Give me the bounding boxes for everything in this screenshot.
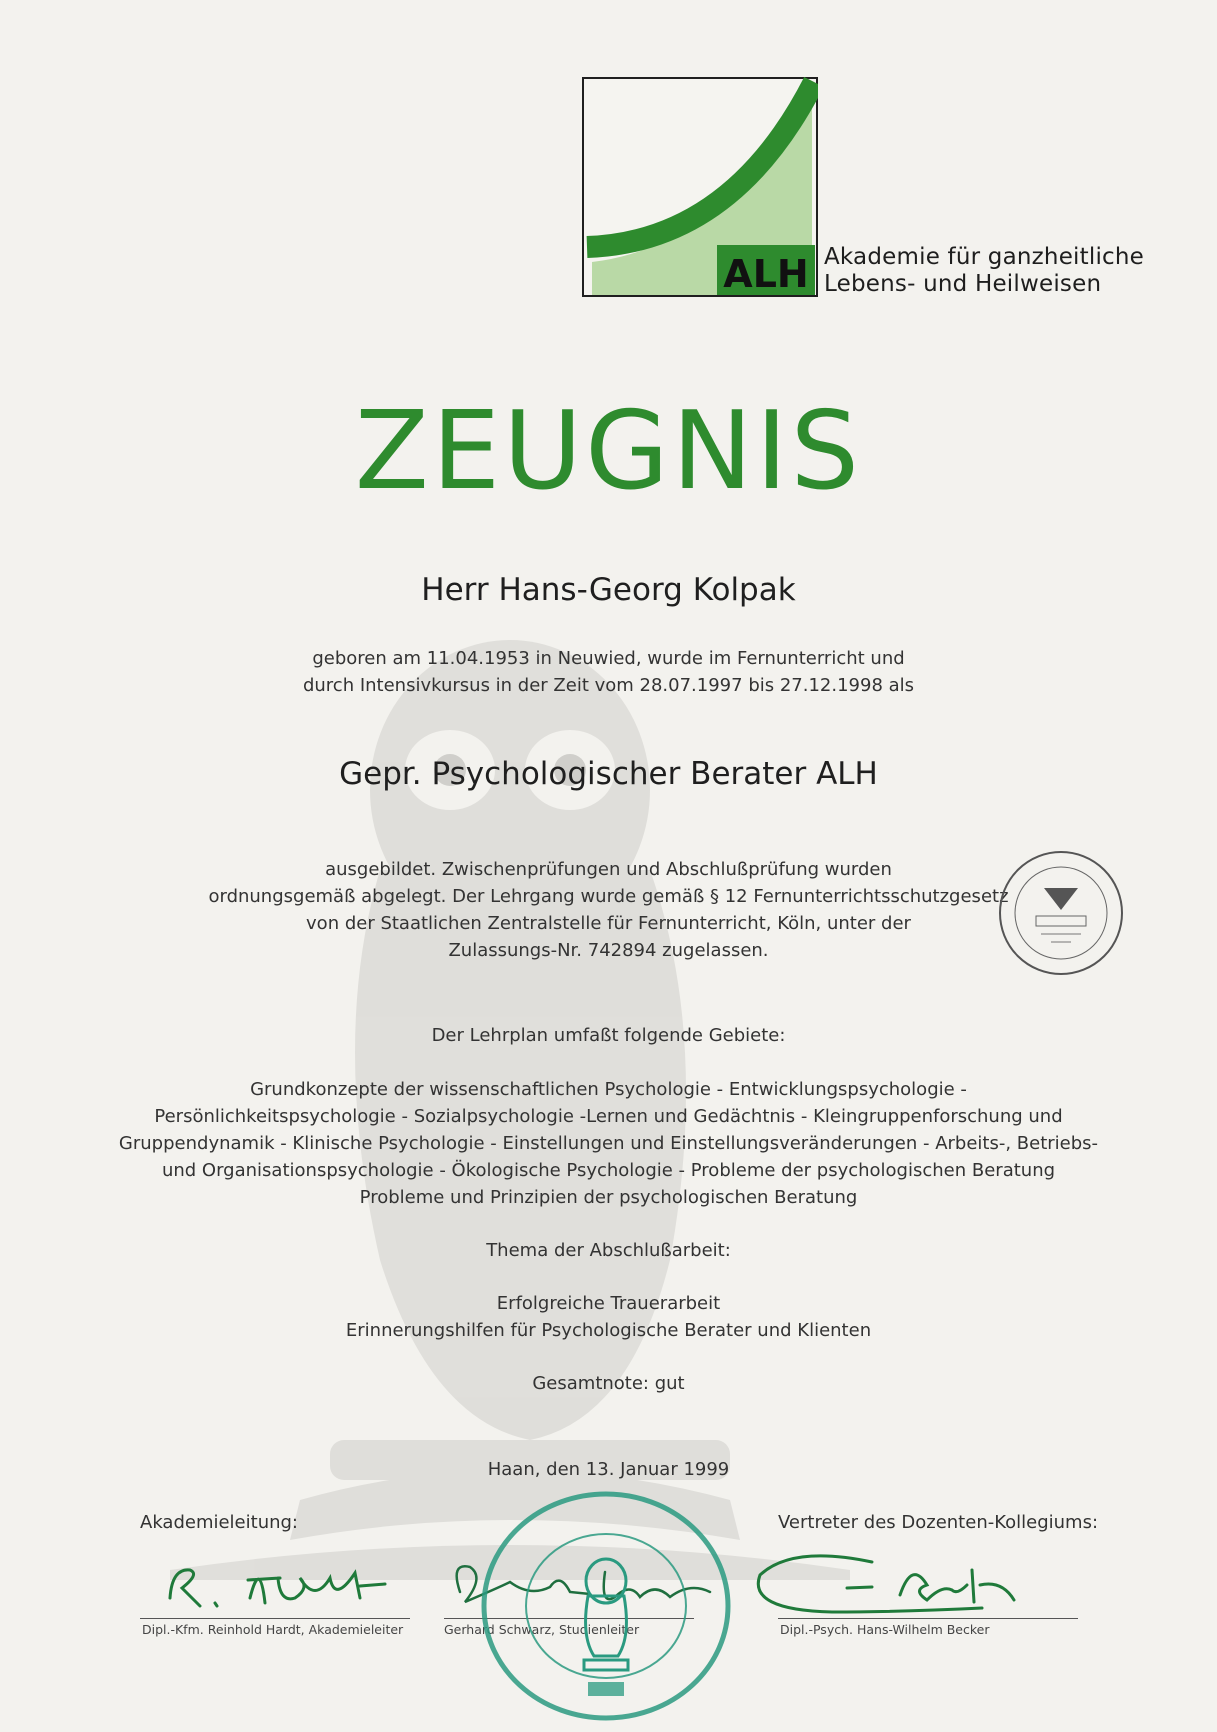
thesis-heading: Thema der Abschlußarbeit: [486, 1240, 731, 1261]
state-stamp-icon [996, 848, 1126, 978]
thesis-line-1: Erfolgreiche Trauerarbeit [496, 1293, 721, 1314]
left-signature-line [140, 1618, 410, 1619]
subject-line-1: Grundkonzepte der wissenschaftlichen Psychologie - Entwicklungspsychologie - [250, 1079, 967, 1100]
document-title: ZEUGNIS [354, 389, 863, 514]
subject-line-2: Persönlichkeitspsychologie - Sozialpsychologie -Lernen und Gedächtnis - Kleingruppenforschung und [154, 1106, 1063, 1127]
left-signature-icon [160, 1548, 400, 1620]
training-line-2: ordnungsgemäß abgelegt. Der Lehrgang wurde gemäß § 12 Fernunterrichtsschutzgesetz [208, 886, 1009, 907]
recipient-name: Herr Hans-Georg Kolpak [421, 572, 796, 608]
overall-grade: Gesamtnote: gut [532, 1373, 685, 1394]
right-signature-line [778, 1618, 1078, 1619]
subject-line-3: Gruppendynamik - Klinische Psychologie - Einstellungen und Einstellungsveränderungen - Arbeits-, Betriebs- [118, 1133, 1099, 1154]
birth-paragraph [0, 645, 1217, 699]
academy-name-line1: Akademie für ganzheitliche [824, 244, 1145, 270]
left-signature-caption: Dipl.-Kfm. Reinhold Hardt, Akademieleiter [142, 1622, 404, 1637]
academy-name-line2: Lebens- und Heilweisen [824, 271, 1102, 297]
academy-stamp-icon [476, 1486, 736, 1726]
subject-line-4: und Organisationspsychologie - Ökologische Psychologie - Probleme der psychologischen Beratung [161, 1160, 1056, 1181]
academy-name [824, 244, 1144, 298]
right-signature-icon [752, 1540, 1062, 1630]
birth-line-1: geboren am 11.04.1953 in Neuwied, wurde im Fernunterricht und [312, 648, 905, 669]
left-signature-label: Akademieleitung: [140, 1512, 299, 1533]
right-signature-caption: Dipl.-Psych. Hans-Wilhelm Becker [780, 1622, 990, 1637]
subjects-list [0, 1076, 1217, 1211]
alh-logo-icon [582, 77, 818, 297]
training-line-1: ausgebildet. Zwischenprüfungen und Abschlußprüfung wurden [325, 859, 892, 880]
thesis-topic [0, 1290, 1217, 1344]
training-line-3: von der Staatlichen Zentralstelle für Fernunterricht, Köln, unter der [306, 913, 911, 934]
birth-line-2: durch Intensivkursus in der Zeit vom 28.07.1997 bis 27.12.1998 als [302, 675, 915, 696]
place-date: Haan, den 13. Januar 1999 [487, 1459, 730, 1480]
training-line-4: Zulassungs-Nr. 742894 zugelassen. [448, 940, 769, 961]
thesis-line-2: Erinnerungshilfen für Psychologische Berater und Klienten [345, 1320, 872, 1341]
plan-heading: Der Lehrplan umfaßt folgende Gebiete: [431, 1025, 786, 1046]
logo-abbrev: ALH [723, 252, 809, 296]
degree-title: Gepr. Psychologischer Berater ALH [339, 756, 878, 792]
right-signature-label: Vertreter des Dozenten-Kollegiums: [778, 1512, 1099, 1533]
middle-signature-caption: Gerhard Schwarz, Studienleiter [444, 1622, 640, 1637]
subject-line-5: Probleme und Prinzipien der psychologischen Beratung [359, 1187, 858, 1208]
